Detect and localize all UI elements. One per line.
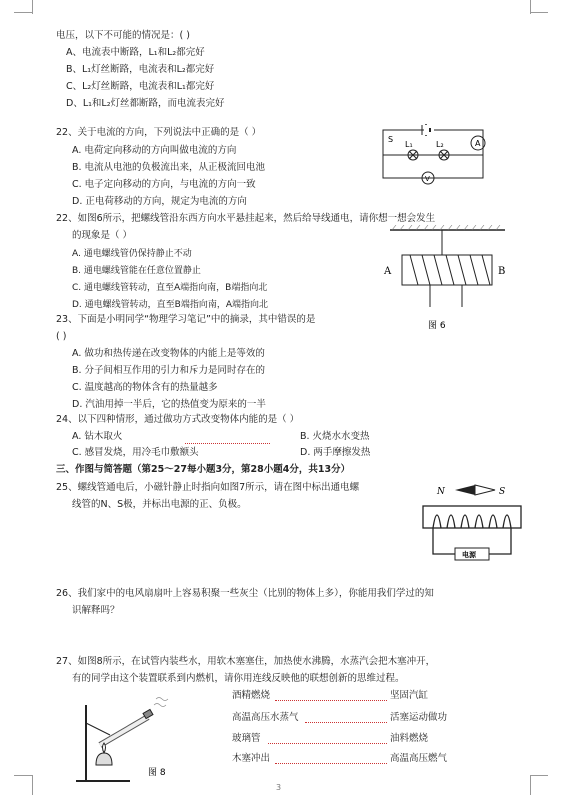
question-22b-cont: 的现象是（ ） <box>72 230 133 241</box>
option-a: A. 通电螺线管仍保持静止不动 <box>72 249 192 259</box>
match-left-3: 玻璃管 <box>232 733 261 744</box>
match-left-4: 木塞冲出 <box>232 753 271 764</box>
option-a: A. 做功和热传递在改变物体的内能上是等效的 <box>72 348 265 359</box>
wavy-underline <box>185 443 270 444</box>
question-23: 23、下面是小明同学“物理学习笔记”中的摘录，其中错误的是 <box>56 314 316 325</box>
option-d: D. 正电荷移动的方向，规定为电流的方向 <box>72 196 247 207</box>
crop-mark <box>32 0 33 14</box>
section-heading: 三、作图与简答题（第25～27每小题3分，第28小题4分，共13分） <box>56 464 351 475</box>
circuit-label-l1: L₁ <box>405 140 413 149</box>
crop-mark <box>14 775 32 776</box>
option-b: B. 分子间相互作用的引力和斥力是同时存在的 <box>72 365 266 376</box>
option-c: C. 温度越高的物体含有的热量越多 <box>72 382 218 393</box>
page-number: 3 <box>276 783 282 792</box>
question-24: 24、以下四种情形，通过做功方式改变物体内能的是（ ） <box>56 414 300 425</box>
option-c: C. 通电螺线管转动，直至A端指向南，B端指向北 <box>72 283 268 293</box>
crop-mark <box>530 775 548 776</box>
option-d: D. 两手摩擦发热 <box>300 447 371 458</box>
option-b: B. 通电螺线管能在任意位置静止 <box>72 266 201 276</box>
match-right-2: 活塞运动做功 <box>390 712 448 723</box>
match-left-1: 酒精燃烧 <box>232 690 271 701</box>
crop-mark <box>530 12 548 13</box>
circuit-label-v: V <box>425 175 430 183</box>
question-27-cont: 有的同学由这个装置联系到内燃机，请你用连线反映他的联想创新的思维过程。 <box>72 673 405 684</box>
match-line <box>268 743 387 744</box>
match-line <box>305 722 387 723</box>
question-22a: 22、关于电流的方向，下列说法中正确的是（ ） <box>56 127 262 138</box>
option-c: C、L₂灯丝断路，电流表和L₁都完好 <box>66 81 215 92</box>
crop-mark <box>530 0 531 14</box>
circuit-diagram <box>378 115 493 190</box>
fig6-label-a: A <box>384 266 392 277</box>
solenoid-figure-7 <box>415 476 530 571</box>
match-line <box>275 700 387 701</box>
option-a: A. 电荷定向移动的方向叫做电流的方向 <box>72 145 237 156</box>
option-a: A、电流表中断路，L₁和L₂都完好 <box>66 47 205 58</box>
question-26: 26、我们家中的电风扇扇叶上容易积聚一些灰尘（比别的物体上多），你能用我们学过的知 <box>56 588 434 599</box>
fig8-caption: 图 8 <box>148 768 166 778</box>
question-22b: 22、如图6所示，把螺线管沿东西方向水平悬挂起来，然后给导线通电，请你想一想会发生 <box>56 213 436 224</box>
question-text: 电压，以下不可能的情况是：( ) <box>56 30 190 41</box>
test-tube-figure-8 <box>70 695 175 785</box>
match-line <box>275 763 387 764</box>
fig6-label-b: B <box>498 266 506 277</box>
crop-mark <box>530 775 531 795</box>
match-right-1: 坚固汽缸 <box>390 690 429 701</box>
option-c: C. 感冒发烧，用冷毛巾敷额头 <box>72 447 199 458</box>
crop-mark <box>32 775 33 795</box>
question-25-cont: 线管的N、S极，并标出电源的正、负极。 <box>72 499 247 510</box>
option-b: B、L₁灯丝断路，电流表和L₂都完好 <box>66 64 215 75</box>
option-d: D. 汽油用掉一半后，它的热值变为原来的一半 <box>72 399 266 410</box>
match-left-2: 高温高压水蒸气 <box>232 712 299 723</box>
question-23-cont: ( ) <box>56 331 67 342</box>
match-right-4: 高温高压燃气 <box>390 753 448 764</box>
option-b: B. 火烧水水变热 <box>300 431 370 442</box>
fig6-caption: 图 6 <box>428 321 446 331</box>
question-27: 27、如图8所示，在试管内装些水，用软木塞塞住，加热使水沸腾，水蒸汽会把木塞冲开， <box>56 656 436 667</box>
circuit-label-a: A <box>475 139 481 148</box>
option-c: C. 电子定向移动的方向，与电流的方向一致 <box>72 179 256 190</box>
match-right-3: 油料燃烧 <box>390 733 429 744</box>
option-a: A. 钻木取火 <box>72 431 123 442</box>
option-d: D. 通电螺线管转动，直至B端指向南，A端指向北 <box>72 300 268 310</box>
circuit-label-l2: L₂ <box>436 140 444 149</box>
solenoid-figure-6 <box>380 225 515 335</box>
fig7-label-s: S <box>499 487 506 497</box>
circuit-label-s: S <box>388 135 394 144</box>
question-25: 25、螺线管通电后，小磁针静止时指向如图7所示，请在图中标出通电螺 <box>56 482 360 493</box>
crop-mark <box>14 12 32 13</box>
question-26-cont: 识解释吗？ <box>72 605 120 616</box>
option-d: D、L₁和L₂灯丝都断路，而电流表完好 <box>66 98 225 109</box>
option-b: B. 电流从电池的负极流出来，从正极流回电池 <box>72 162 266 173</box>
fig7-source-label: 电源 <box>462 551 476 559</box>
fig7-label-n: N <box>437 487 445 497</box>
